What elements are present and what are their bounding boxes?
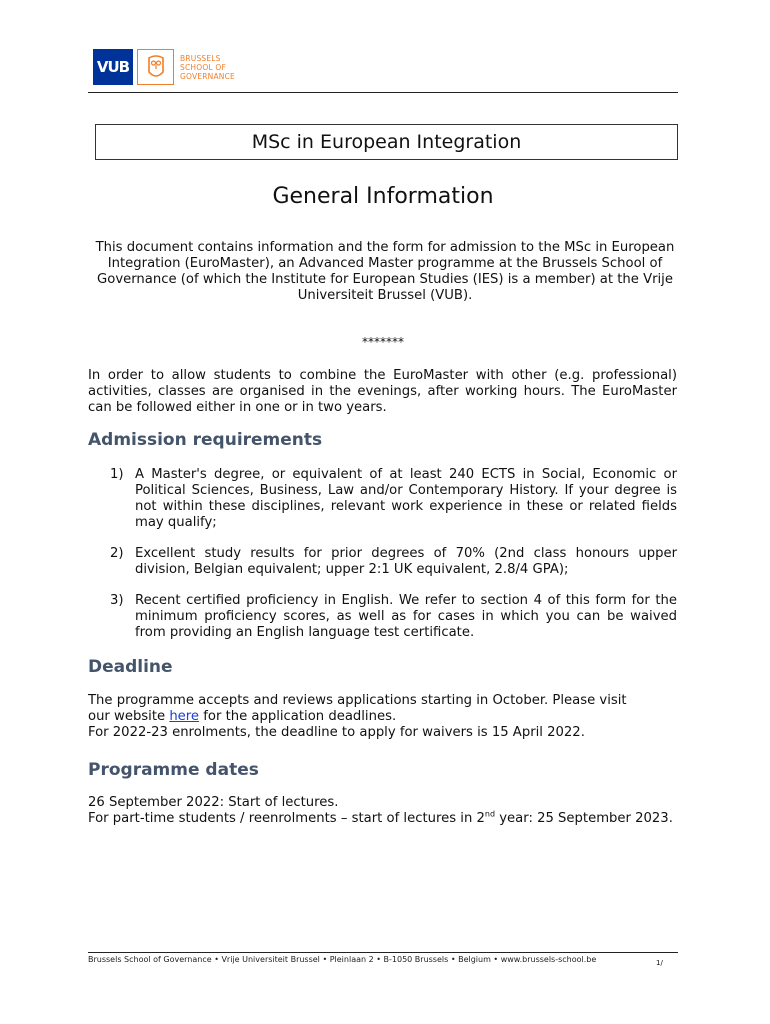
separator: ******* bbox=[362, 335, 404, 349]
footer-address: Brussels School of Governance • Vrije Universiteit Brussel • Pleinlaan 2 • B-1050 Brussels • Belgium • www.brussels-school.be bbox=[88, 955, 597, 964]
intro-paragraph: This document contains information and the form for admission to the MSc in European Integration (EuroMaster), an Advanced Master programme at the Brussels School of Governance (of which the Institute for European Studies (IES) is a member) at the Vrije Universiteit Brussel (VUB). bbox=[95, 240, 675, 303]
deadline-paragraph: The programme accepts and reviews applications starting in October. Please visit our website here for the application deadlines. For 2022-23 enrolments, the deadline to apply for waivers is 15 April 2022. bbox=[88, 693, 627, 740]
list-item: 3) Recent certified proficiency in English. We refer to section 4 of this form for the minimum proficiency scores, as well as for cases in which you can be waived from providing an English language test certificate. bbox=[110, 593, 677, 640]
vub-logo: VUB bbox=[93, 49, 133, 85]
footer-divider bbox=[88, 952, 678, 953]
school-name-logo: BRUSSELS SCHOOL OF GOVERNANCE bbox=[180, 53, 235, 81]
admission-heading: Admission requirements bbox=[88, 430, 323, 450]
list-item: 1) A Master's degree, or equivalent of at least 240 ECTS in Social, Economic or Political Sciences, Business, Law and/or Contemporary History. If your degree is not within these disciplines, relevant work experience in these or related fields may qualify; bbox=[110, 467, 677, 530]
dates-paragraph: 26 September 2022: Start of lectures. For part-time students / reenrolments – start of lectures in 2nd year: 25 September 2023. bbox=[88, 795, 673, 826]
deadline-heading: Deadline bbox=[88, 657, 173, 677]
institution-logo bbox=[93, 49, 235, 85]
header-divider bbox=[88, 92, 678, 93]
section-title: General Information bbox=[272, 184, 494, 209]
dates-heading: Programme dates bbox=[88, 760, 259, 780]
list-item: 2) Excellent study results for prior degrees of 70% (2nd class honours upper division, Belgian equivalent; upper 2:1 UK equivalent, 2.8/4 GPA); bbox=[110, 546, 677, 577]
page-number: 1/ bbox=[656, 959, 663, 967]
deadlines-link[interactable]: here bbox=[169, 709, 200, 724]
owl-icon bbox=[137, 49, 174, 85]
admission-list bbox=[110, 467, 677, 656]
evening-paragraph: In order to allow students to combine the EuroMaster with other (e.g. professional) activities, classes are organised in the evenings, after working hours. The EuroMaster can be followed either in one or in two years. bbox=[88, 368, 677, 415]
document-title: MSc in European Integration bbox=[95, 124, 678, 160]
